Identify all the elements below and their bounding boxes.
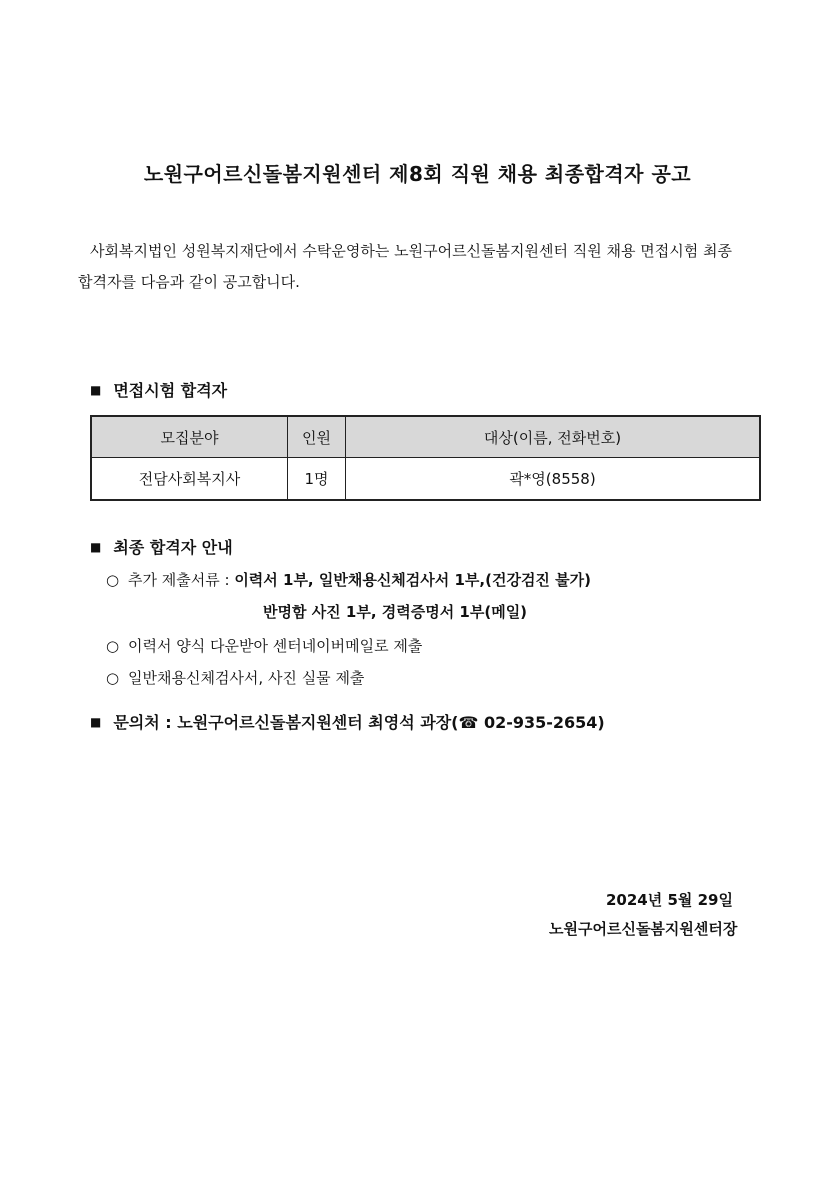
list-item-text: 이력서 양식 다운받아 센터네이버메일로 제출 — [128, 637, 423, 655]
header-count: 인원 — [288, 416, 346, 458]
list-item-originals — [106, 667, 364, 688]
table-header-row — [91, 416, 760, 458]
section-heading: 최종 합격자 안내 — [113, 538, 233, 557]
cell-count: 1명 — [288, 458, 346, 501]
intro-line-1: 사회복지법인 성원복지재단에서 수탁운영하는 노원구어르신돌봄지원센터 직원 채용 면접시험 최종 — [90, 242, 732, 260]
announcement-date: 2024년 5월 29일 — [606, 891, 733, 909]
section-contact — [90, 710, 605, 733]
passers-table — [90, 415, 761, 501]
list-item-resume — [106, 635, 422, 656]
cell-target: 곽*영(8558) — [346, 458, 761, 501]
square-bullet-icon: ■ — [90, 540, 102, 554]
cell-field: 전담사회복지사 — [91, 458, 288, 501]
documents-prefix: 추가 제출서류 : — [128, 571, 235, 589]
circle-bullet-icon: ○ — [106, 637, 120, 655]
list-item-text: 일반채용신체검사서, 사진 실물 제출 — [128, 669, 365, 687]
documents-list: 이력서 1부, 일반채용신체검사서 1부,(건강검진 불가) — [234, 571, 591, 589]
signer-title: 노원구어르신돌봄지원센터장 — [549, 920, 738, 938]
page-title: 노원구어르신돌봄지원센터 제8회 직원 채용 최종합격자 공고 — [143, 162, 692, 186]
table-row — [91, 458, 760, 501]
contact-text: 문의처 : 노원구어르신돌봄지원센터 최영석 과장(☎ 02-935-2654) — [113, 713, 605, 732]
circle-bullet-icon: ○ — [106, 669, 120, 687]
header-field: 모집분야 — [91, 416, 288, 458]
header-target: 대상(이름, 전화번호) — [346, 416, 761, 458]
section-heading: 면접시험 합격자 — [113, 381, 228, 400]
section-interview-passers — [90, 378, 227, 401]
circle-bullet-icon: ○ — [106, 571, 120, 589]
intro-paragraph — [78, 236, 768, 298]
intro-line-2: 합격자를 다음과 같이 공고합니다. — [78, 273, 300, 291]
square-bullet-icon: ■ — [90, 715, 102, 729]
documents-list-continuation: 반명함 사진 1부, 경력증명서 1부(메일) — [263, 603, 528, 621]
list-item-documents — [106, 569, 591, 590]
square-bullet-icon: ■ — [90, 383, 102, 397]
section-final-guide — [90, 535, 233, 558]
